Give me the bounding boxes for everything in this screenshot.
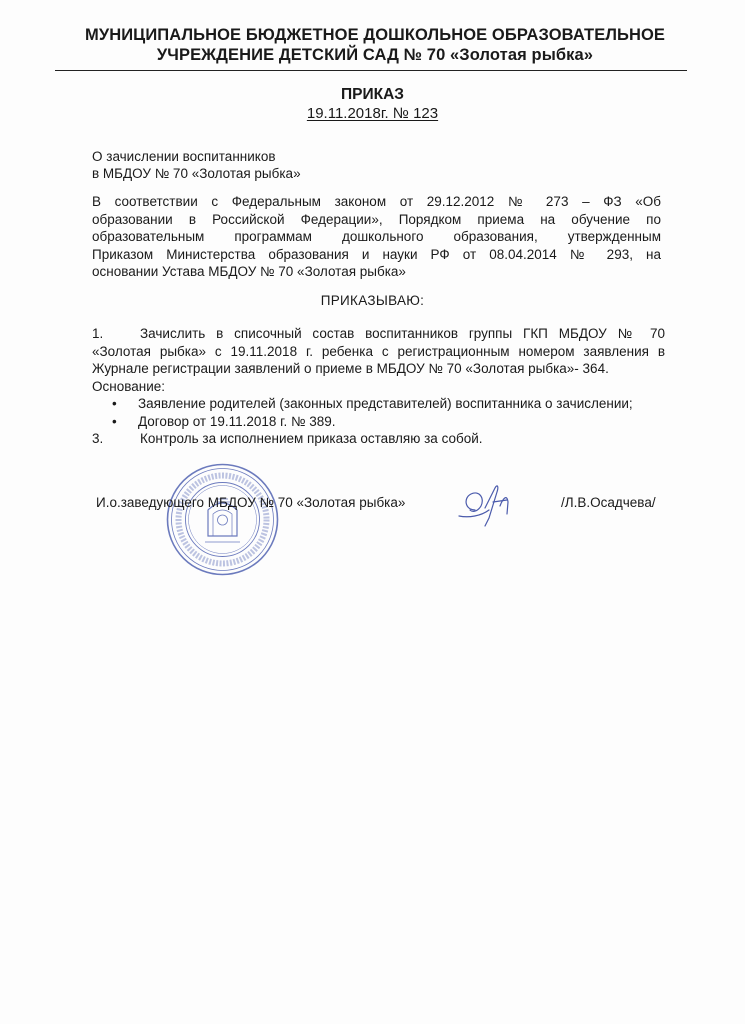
bullet-2: • [112, 413, 117, 429]
order-items [92, 325, 665, 448]
subject-line-1: О зачислении воспитанников [92, 149, 276, 164]
preamble-line-2: образовании в Российской Федерации», Порядком приема на обучение по [92, 211, 661, 227]
basis-item-2 [92, 413, 665, 431]
order-subject [92, 148, 301, 182]
bullet-1: • [112, 396, 117, 411]
order-heading: ПРИКАЗЫВАЮ: [320, 293, 425, 308]
preamble-line-1: В соответствии с Федеральным законом от 29.12.2012 № 273 – ФЗ «Об [92, 194, 661, 209]
preamble-line-5: основании Устава МБДОУ № 70 «Золотая рыбка» [92, 264, 406, 280]
item-3-text: Контроль за исполнением приказа оставляю за собой. [140, 431, 483, 446]
date-number-text: 19.11.2018г. № 123 [306, 105, 439, 122]
header-divider [55, 70, 687, 71]
basis-item-2-text: Договор от 19.11.2018 г. № 389. [138, 413, 336, 429]
item-1-line-3: Журнале регистрации заявлений о приеме в МБДОУ № 70 «Золотая рыбка»- 364. [92, 361, 609, 376]
organization-header [30, 25, 720, 65]
preamble-line-3: образовательным программам дошкольного образования, утвержденным [92, 229, 661, 245]
document-title: ПРИКАЗ [341, 86, 404, 103]
item-1-first-line [92, 325, 665, 343]
item-3-number: 3. [92, 431, 104, 446]
preamble-line-4: Приказом Министерства образования и науки РФ от 08.04.2014 № 293, на [92, 246, 661, 262]
item-1-line-1: Зачислить в списочный состав воспитанников группы ГКП МБДОУ № 70 [140, 326, 665, 341]
org-name-line-2: УЧРЕЖДЕНИЕ ДЕТСКИЙ САД № 70 «Золотая рыбка» [156, 46, 594, 64]
item-1-number: 1. [92, 326, 104, 341]
item-3 [92, 430, 665, 448]
item-1-line-2: «Золотая рыбка» с 19.11.2018 г. ребенка с регистрационным номером заявления в [92, 343, 665, 359]
signatory-name: /Л.В.Осадчева/ [561, 495, 656, 510]
basis-item-1-text: Заявление родителей (законных представителей) воспитанника о зачислении; [138, 396, 633, 411]
official-stamp [165, 462, 280, 577]
org-name-line-1: МУНИЦИПАЛЬНОЕ БЮДЖЕТНОЕ ДОШКОЛЬНОЕ ОБРАЗОВАТЕЛЬНОЕ [84, 26, 666, 44]
preamble-paragraph [92, 193, 661, 281]
document-date-number [0, 105, 745, 122]
subject-line-2: в МБДОУ № 70 «Золотая рыбка» [92, 166, 301, 181]
basis-label: Основание: [92, 378, 165, 394]
handwritten-signature [455, 480, 520, 528]
basis-item-1 [92, 395, 665, 413]
signatory-position: И.о.заведующего МБДОУ № 70 «Золотая рыбка» [96, 495, 406, 510]
